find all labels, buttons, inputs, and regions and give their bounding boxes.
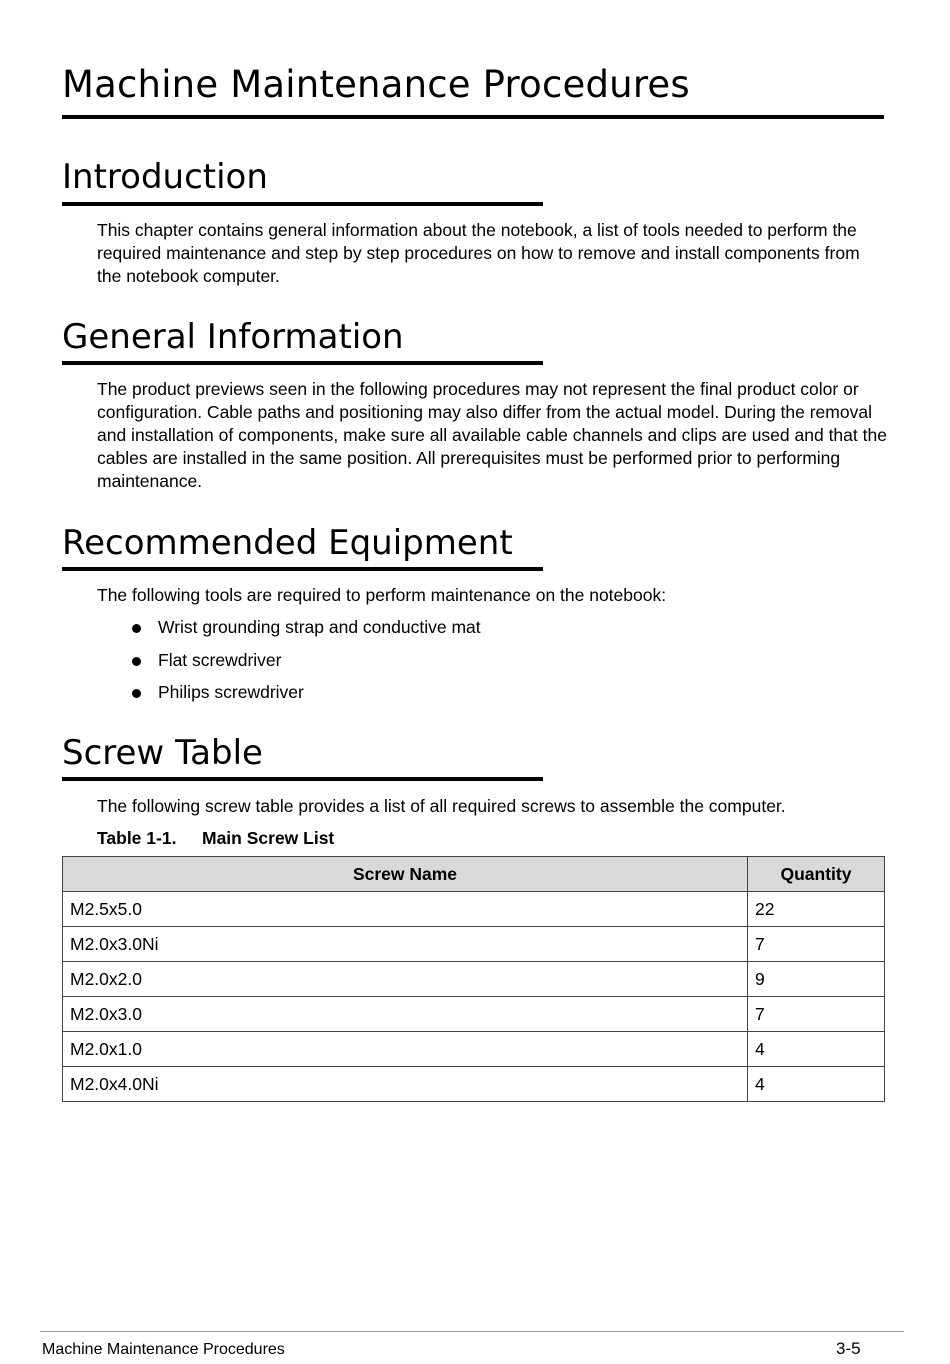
quantity-cell: 7 xyxy=(748,927,885,962)
table-row xyxy=(63,997,885,1032)
table-header-row xyxy=(63,857,885,892)
section-rule xyxy=(62,202,543,206)
table-row xyxy=(63,1067,885,1102)
footer-rule xyxy=(40,1331,904,1332)
equipment-list xyxy=(132,616,481,714)
quantity-cell: 4 xyxy=(748,1067,885,1102)
screw-table xyxy=(62,856,885,1102)
screw-name-cell: M2.0x4.0Ni xyxy=(63,1067,748,1102)
table-caption xyxy=(97,827,334,850)
list-item xyxy=(132,616,481,649)
list-item-label: Flat screwdriver xyxy=(158,649,282,670)
list-item xyxy=(132,649,481,682)
table-row xyxy=(63,962,885,997)
bullet-icon xyxy=(132,657,141,666)
section-rule xyxy=(62,361,543,365)
section-rule xyxy=(62,777,543,781)
quantity-cell: 4 xyxy=(748,1032,885,1067)
bullet-icon xyxy=(132,689,141,698)
list-item xyxy=(132,681,481,714)
section-heading-recommended-equipment: Recommended Equipment xyxy=(62,523,513,563)
table-row xyxy=(63,1032,885,1067)
screw-table-paragraph: The following screw table provides a list of all required screws to assemble the computer. xyxy=(97,796,786,816)
page-title: Machine Maintenance Procedures xyxy=(62,63,690,106)
table-row xyxy=(63,927,885,962)
table-row xyxy=(63,892,885,927)
screw-name-cell: M2.0x2.0 xyxy=(63,962,748,997)
section-rule xyxy=(62,567,543,571)
screw-name-cell: M2.5x5.0 xyxy=(63,892,748,927)
section-heading-general-information: General Information xyxy=(62,317,404,357)
quantity-cell: 9 xyxy=(748,962,885,997)
quantity-cell: 7 xyxy=(748,997,885,1032)
recommended-equipment-paragraph: The following tools are required to perform maintenance on the notebook: xyxy=(97,585,667,605)
introduction-paragraph: This chapter contains general information about the notebook, a list of tools needed to perform the required maintenance and step by step procedures on how to remove and install components from the notebook computer. xyxy=(97,220,860,286)
title-rule xyxy=(62,115,884,119)
list-item-label: Wrist grounding strap and conductive mat xyxy=(158,617,481,637)
column-header-screw-name: Screw Name xyxy=(63,857,748,892)
footer-title: Machine Maintenance Procedures xyxy=(42,1341,285,1358)
screw-name-cell: M2.0x1.0 xyxy=(63,1032,748,1067)
general-information-paragraph: The product previews seen in the following procedures may not represent the final product color or configuration. Cable paths and positioning may also differ from the actual model. During the removal and installation of components, make sure all available cable channels and clips are used and that the cables are installed in the same position. All prerequisites must be performed prior to performing maintenance. xyxy=(97,379,887,491)
screw-name-cell: M2.0x3.0Ni xyxy=(63,927,748,962)
screw-name-cell: M2.0x3.0 xyxy=(63,997,748,1032)
section-heading-introduction: Introduction xyxy=(62,157,268,197)
bullet-icon xyxy=(132,624,141,633)
list-item-label: Philips screwdriver xyxy=(158,682,304,702)
table-caption-title: Main Screw List xyxy=(202,828,335,848)
quantity-cell: 22 xyxy=(748,892,885,927)
table-caption-number: Table 1-1. xyxy=(97,828,177,848)
column-header-quantity: Quantity xyxy=(748,857,885,892)
page-number: 3-5 xyxy=(836,1339,861,1358)
section-heading-screw-table: Screw Table xyxy=(62,733,263,773)
